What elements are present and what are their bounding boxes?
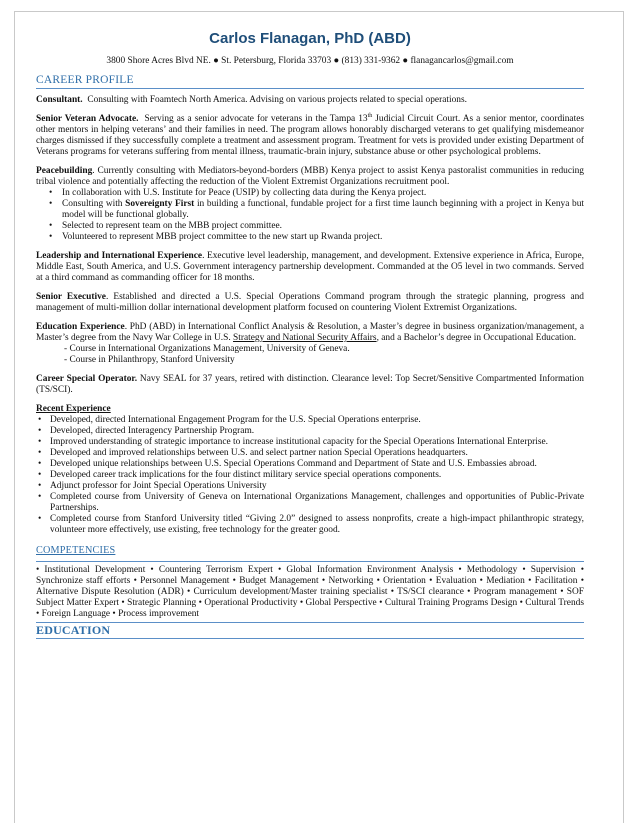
list-item: • Developed, directed International Engagement Program for the U.S. Special Operations enterprise. xyxy=(36,415,584,426)
competencies-text: • Institutional Development • Countering Terrorism Expert • Global Information Environment Analysis • Methodology • Supervision • Synchronize staff efforts • Personnel Management • Budget Management • Networking • Orientation • Evaluation • Mediation • Facilitation • Alternative Dispute Resolution (ADR) • Curriculum development/Master training specialist • TS/SCI clearance • Program management • SOF Subject Matter Expert • Strategic Planning • Operational Productivity • Global Perspective • Cultural Training Programs Design • Cultural Trends • Foreign Language • Process improvement xyxy=(36,561,584,623)
education-experience-title: Education Experience xyxy=(36,322,125,332)
list-item: • Improved understanding of strategic importance to increase institutional capacity for the Special Operations International Enterprise. xyxy=(36,437,584,448)
course-line: - Course in International Organizations Management, University of Geneva. xyxy=(64,344,350,354)
education-heading: EDUCATION xyxy=(36,624,584,639)
list-item: • Selected to represent team on the MBB project committee. xyxy=(36,221,584,232)
senior-veteran-text-a: Serving as a senior advocate for veterans in the Tampa 13 xyxy=(144,114,368,124)
recent-experience-list xyxy=(36,415,584,536)
senior-veteran-text-b: Judicial Circuit Court. As a senior mentor, coordinates other mentors in helping veterans’ and their families in need. The program allows honorably discharged veterans to get qualifying misdemeanor charges dismissed if they successfully complete a treatment and assessment program. Treatment for vets is provided under existing Department of Veterans programs for veterans suffering from mental illness, traumatic-brain injury, substance abuse or other psychological problems. xyxy=(36,114,585,157)
list-item: • Completed course from University of Geneva on International Organizations Management, challenges and opportunities of Public-Private Partnerships. xyxy=(36,492,584,514)
list-item: • Developed, directed Interagency Partnership Program. xyxy=(36,426,584,437)
peacebuilding-text: . Currently consulting with Mediators-beyond-borders (MBB) Kenya project to assist Kenya pastoralist communities in reducing tribal violence and potentially affecting the reduction of the Violent Extremist Organizations recruitment pool. xyxy=(36,166,584,187)
list-item: • Developed career track implications for the four distinct military service special operations components. xyxy=(36,470,584,481)
peacebuilding-list xyxy=(36,188,584,243)
leadership-title: Leadership and International Experience xyxy=(36,251,203,261)
senior-executive-paragraph xyxy=(36,292,584,314)
list-item: • In collaboration with U.S. Institute for Peace (USIP) by collecting data during the Kenya project. xyxy=(36,188,584,199)
strategy-link-text: Strategy and National Security Affairs xyxy=(233,333,377,343)
senior-veteran-paragraph xyxy=(36,114,584,158)
peacebuilding-title: Peacebuilding xyxy=(36,166,93,176)
list-item: • Completed course from Stanford University titled “Giving 2.0” designed to assess nonprofits, create a high-impact philanthropic strategy, volunteer more effectively, use existing, free technology for the greater good. xyxy=(36,514,584,536)
course-line: - Course in Philanthropy, Stanford University xyxy=(64,355,235,365)
leadership-paragraph xyxy=(36,251,584,284)
contact-line: 3800 Shore Acres Blvd NE. ● St. Petersburg, Florida 33703 ● (813) 331-9362 ● flanagancarlos@gmail.com xyxy=(106,56,514,66)
competencies-heading: COMPETENCIES xyxy=(36,545,116,556)
list-item: • Developed unique relationships between U.S. Special Operations Command and Department of State and U.S. Embassies abroad. xyxy=(36,459,584,470)
leadership-text: . Executive level leadership, management, and development. Extensive experience in Africa, Europe, Middle East, South America, and U.S. Government interagency partnership development. Commanded at the O5 level in two commands. Served at a third command as commanding officer for 18 months. xyxy=(36,251,584,283)
career-profile-heading: CAREER PROFILE xyxy=(36,74,584,89)
candidate-name: Carlos Flanagan, PhD (ABD) xyxy=(209,30,411,47)
list-item: • Developed and improved relationships between U.S. and select partner nation Special Operations headquarters. xyxy=(36,448,584,459)
special-operator-title: Career Special Operator. xyxy=(36,374,138,384)
consultant-title: Consultant. xyxy=(36,95,83,105)
senior-veteran-title: Senior Veteran Advocate. xyxy=(36,114,139,124)
recent-experience-heading: Recent Experience xyxy=(36,404,111,414)
consultant-text: Consulting with Foamtech North America. Advising on various projects related to special operations. xyxy=(87,95,467,105)
resume-content xyxy=(36,30,584,645)
senior-executive-text: . Established and directed a U.S. Special Operations Command program through the strategic planning, progress and management of multi-million dollar international development platform focused on countering Violent Extremist Organizations. xyxy=(36,292,584,313)
special-operator-paragraph xyxy=(36,374,584,396)
senior-executive-title: Senior Executive xyxy=(36,292,106,302)
education-experience-paragraph: Education Experience. PhD (ABD) in International Conflict Analysis & Resolution, a Master’s degree in business organization/management, a Master’s degree from the Navy War College in U.S. Strategy and National Security Affairs, and a Bachelor’s degree in Occupational Education. xyxy=(36,322,584,343)
list-item: • Volunteered to represent MBB project committee to the new start up Rwanda project. xyxy=(36,232,584,243)
senior-veteran-sup: th xyxy=(367,112,373,119)
peacebuilding-paragraph xyxy=(36,166,584,188)
special-operator-text: Navy SEAL for 37 years, retired with distinction. Clearance level: Top Secret/Sensitive Compartmented Information (TS/SCI). xyxy=(36,374,584,395)
list-item: • Adjunct professor for Joint Special Operations University xyxy=(36,481,584,492)
consultant-paragraph xyxy=(36,95,584,106)
list-item: • Consulting with Sovereignty First in building a functional, fundable project for a first time launch beginning with a project in Kenya but model will be functional globally. xyxy=(36,199,584,221)
